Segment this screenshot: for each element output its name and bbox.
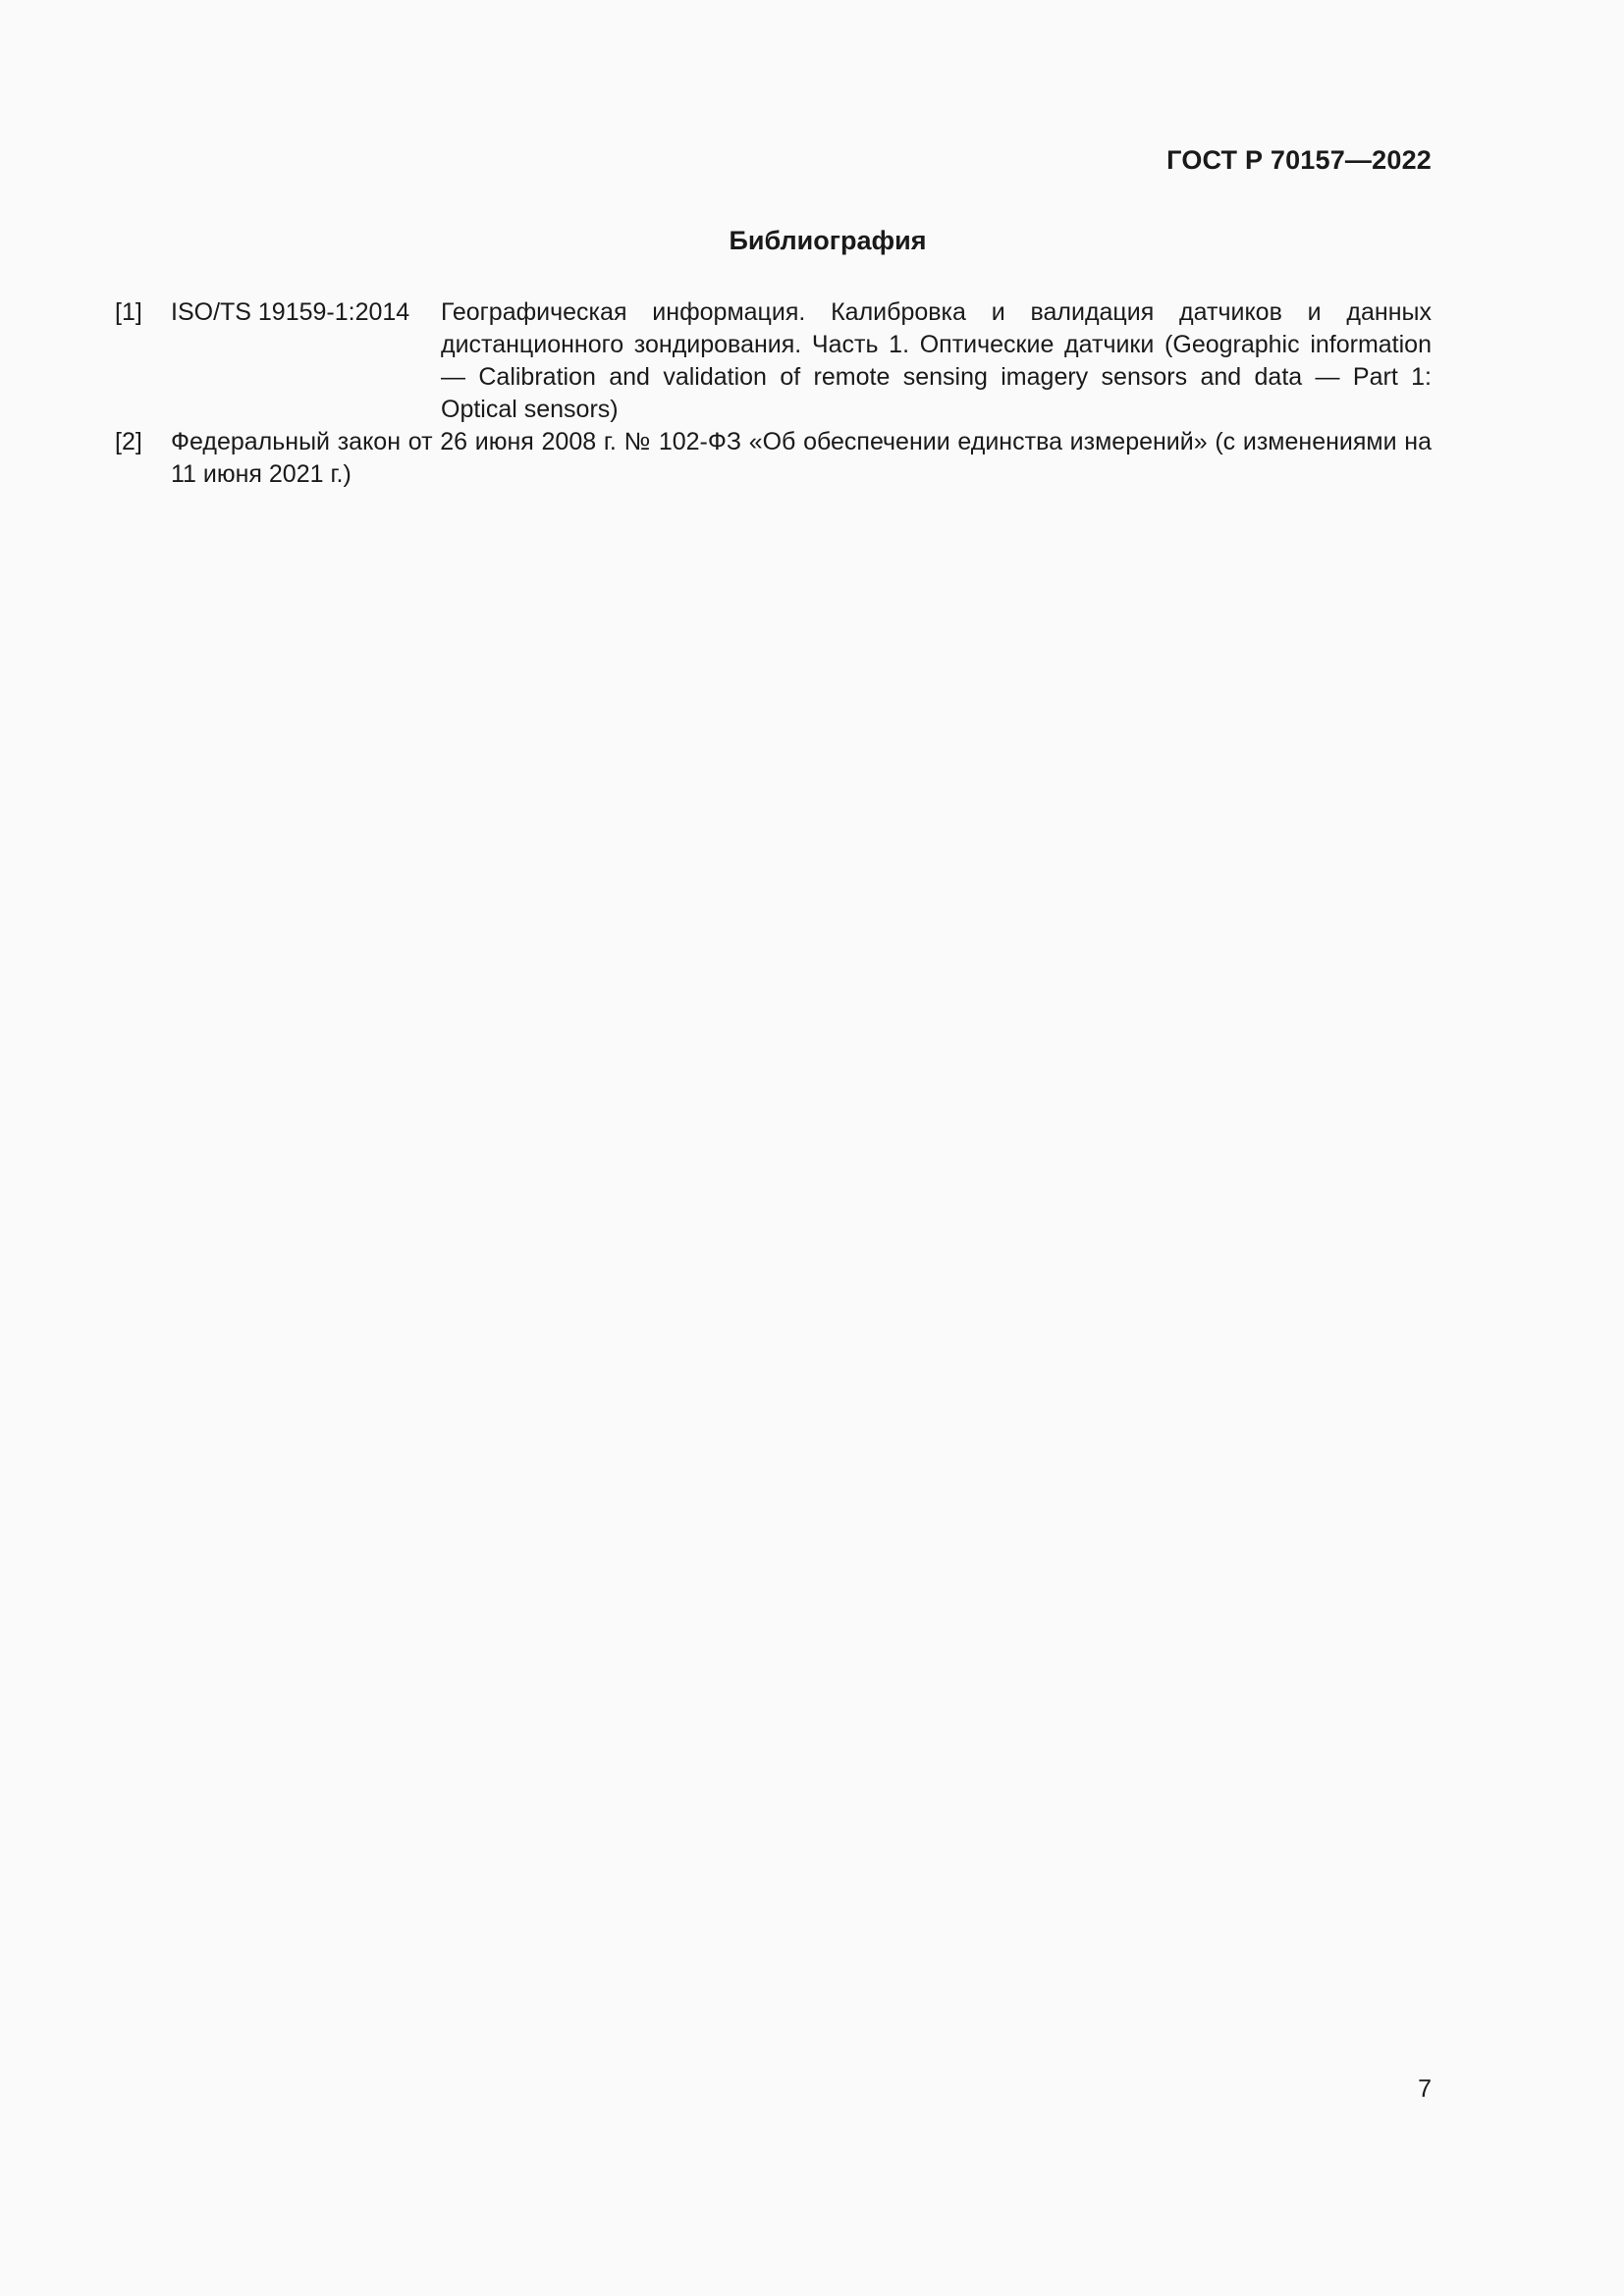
- bibliography-entry-2: [115, 426, 1432, 491]
- page-number: 7: [1418, 2075, 1432, 2103]
- standard-code: ГОСТ Р 70157—2022: [1166, 145, 1432, 175]
- bibliography-entry-1: [115, 296, 1432, 426]
- bibliography-heading: Библиография: [729, 226, 927, 255]
- bibliography-list: [115, 296, 1432, 491]
- entry-text: Федеральный закон от 26 июня 2008 г. № 102-ФЗ «Об обеспечении единства измерений» (с изменениями на 11 июня 2021 г.): [171, 428, 1432, 488]
- entry-reference: ISO/TS 19159-1:2014: [171, 298, 410, 326]
- entry-number: [1]: [115, 298, 142, 326]
- entry-number: [2]: [115, 428, 142, 455]
- entry-title: Географическая информация. Калибровка и валидация датчиков и данных дистанционного зондирования. Часть 1. Оптические датчики (Geographic information — Calibration and validation of remote sensing imagery sensors and data — Part 1: Optical sensors): [441, 298, 1432, 423]
